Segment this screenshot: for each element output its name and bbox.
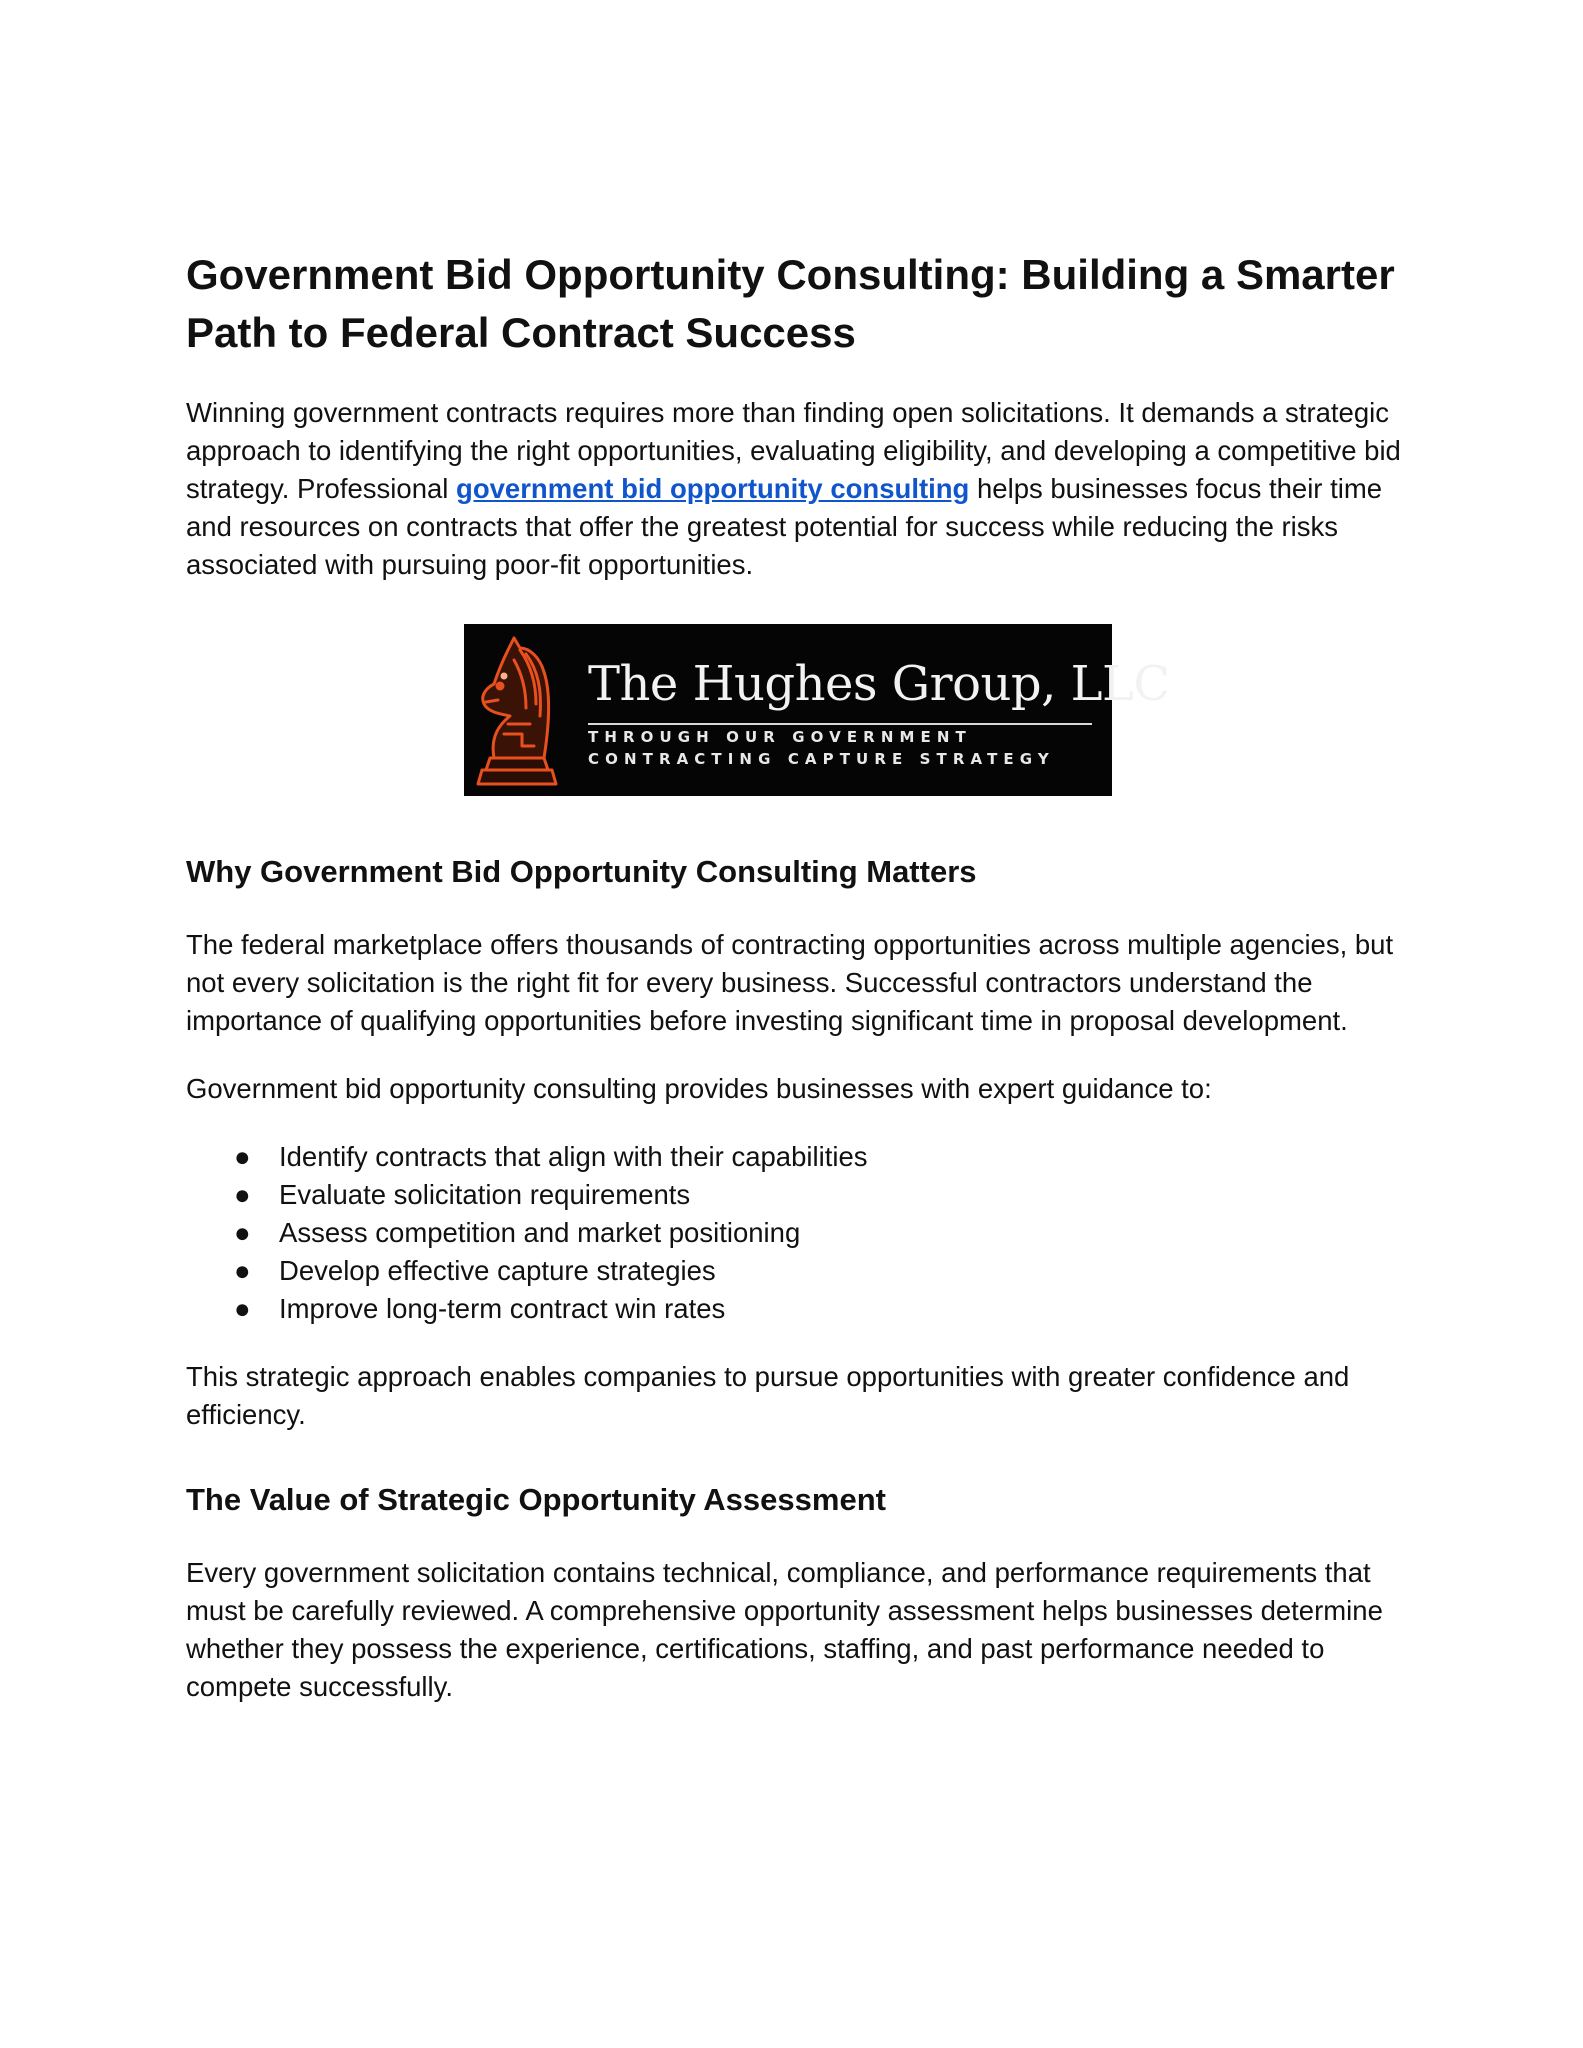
- consulting-link[interactable]: government bid opportunity consulting: [456, 473, 970, 504]
- list-item: [186, 1138, 1406, 1176]
- logo-tagline-line-2: CONTRACTING CAPTURE STRATEGY: [588, 750, 1055, 768]
- section1-paragraph-2: Government bid opportunity consulting provides businesses with expert guidance to:: [186, 1073, 1212, 1104]
- document-page: [186, 246, 1406, 1706]
- page-title: Government Bid Opportunity Consulting: Building a Smarter Path to Federal Contract Success: [186, 251, 1395, 356]
- list-item-text: Assess competition and market positioning: [279, 1217, 801, 1248]
- intro-text-before-link: Winning government contracts requires more than finding open solicitations. It demands a strategic approach to identifying the right opportunities, evaluating eligibility, and developing a competitive bid strategy. Professional: [186, 397, 1401, 504]
- chess-knight-icon: [464, 624, 584, 796]
- company-logo: [464, 624, 1170, 796]
- list-item: [186, 1252, 1406, 1290]
- benefits-list: [186, 1138, 1406, 1328]
- section1-paragraph-3: This strategic approach enables companies to pursue opportunities with greater confidence and efficiency.: [186, 1361, 1350, 1430]
- list-item: [186, 1290, 1406, 1328]
- intro-paragraph: [186, 394, 1406, 584]
- list-item-text: Identify contracts that align with their capabilities: [279, 1141, 868, 1172]
- list-item: [186, 1176, 1406, 1214]
- bullet-icon: ●: [234, 1217, 251, 1248]
- list-item-text: Develop effective capture strategies: [279, 1255, 716, 1286]
- list-item-text: Evaluate solicitation requirements: [279, 1179, 691, 1210]
- bullet-icon: ●: [234, 1255, 251, 1286]
- section1-paragraph-1: The federal marketplace offers thousands of contracting opportunities across multiple agencies, but not every solicitation is the right fit for every business. Successful contractors understand the importance of qualifying opportunities before investing significant time in proposal development.: [186, 929, 1394, 1036]
- intro-text-after-link: helps businesses focus their time and resources on contracts that offer the greatest potential for success while reducing the risks associated with pursuing poor-fit opportunities.: [186, 473, 1383, 580]
- bullet-icon: ●: [234, 1179, 251, 1210]
- section-heading-strategic-assessment: The Value of Strategic Opportunity Assessment: [186, 1482, 886, 1517]
- logo-tagline-line-1: THROUGH OUR GOVERNMENT: [588, 728, 972, 746]
- logo-divider: [588, 723, 1092, 725]
- logo-container: [178, 624, 1398, 796]
- section2-paragraph-1: Every government solicitation contains technical, compliance, and performance requirements that must be carefully reviewed. A comprehensive opportunity assessment helps businesses determine whether they possess the experience, certifications, staffing, and past performance needed to compete successfully.: [186, 1557, 1383, 1702]
- bullet-icon: ●: [234, 1141, 251, 1172]
- section-heading-why-matters: Why Government Bid Opportunity Consulting Matters: [186, 854, 977, 889]
- bullet-icon: ●: [234, 1293, 251, 1324]
- list-item-text: Improve long-term contract win rates: [279, 1293, 726, 1324]
- list-item: [186, 1214, 1406, 1252]
- logo-company-name: The Hughes Group, LLC: [588, 656, 1170, 712]
